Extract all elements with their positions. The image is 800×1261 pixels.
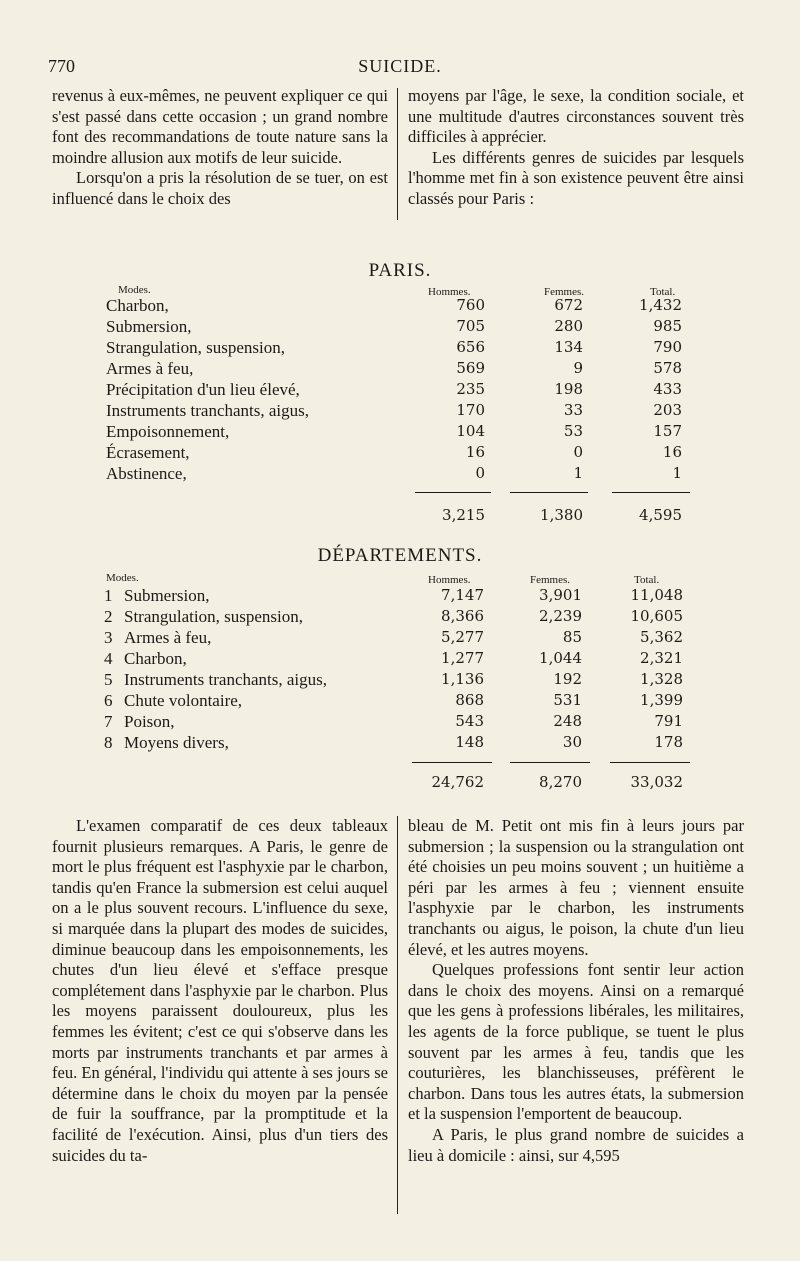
row-hommes: 1,136 (441, 670, 484, 688)
total-hommes: 24,762 (431, 773, 484, 791)
row-index: 8 (104, 733, 113, 752)
paris-rule-femmes (510, 492, 588, 493)
row-mode: Poison, (124, 712, 175, 731)
analysis-left-column (52, 816, 388, 1166)
row-index: 1 (104, 586, 113, 605)
table-row (0, 733, 800, 754)
row-total: 2,321 (640, 649, 683, 667)
row-hommes: 868 (455, 691, 484, 709)
dep-header-total: Total. (634, 574, 660, 586)
paris-totals-row (0, 506, 800, 527)
table-row (0, 464, 800, 485)
dep-header-hommes: Hommes. (428, 574, 471, 586)
table-row (0, 691, 800, 712)
table-row (0, 338, 800, 359)
table-row (0, 296, 800, 317)
row-mode: Armes à feu, (124, 628, 212, 647)
dep-totals-row (0, 773, 800, 794)
row-mode: Strangulation, suspension, (106, 338, 285, 357)
row-mode: Moyens divers, (124, 733, 229, 752)
row-mode: Abstinence, (106, 464, 187, 483)
row-mode: Strangulation, suspension, (124, 607, 303, 626)
dep-rule-hommes (412, 762, 492, 763)
row-total: 1,399 (640, 691, 683, 709)
row-hommes: 16 (465, 443, 485, 461)
total-total: 33,032 (630, 773, 683, 791)
row-femmes: 192 (553, 670, 582, 688)
row-mode: Submersion, (124, 586, 210, 605)
paris-table-title: PARIS. (368, 260, 432, 281)
row-hommes: 104 (456, 422, 485, 440)
row-femmes: 1,044 (539, 649, 582, 667)
row-femmes: 53 (563, 422, 583, 440)
page-header (48, 56, 752, 82)
row-index: 2 (104, 607, 113, 626)
row-mode: Chute volontaire, (124, 691, 243, 710)
row-femmes: 85 (562, 628, 582, 646)
table-row (0, 670, 800, 691)
analysis-right-paragraph-1: bleau de M. Petit ont mis fin à leurs jours par submersion ; la suspension ou la strangulation ont été choisies un peu moins souvent ; un huitième a péri par les armes à feu ; viennent ensuite l'asphyxie par le charbon, les instruments tranchants ou aigus, le poison, la chute d'un lieu élevé, et les autres moyens. (408, 816, 744, 959)
row-total: 790 (653, 338, 682, 356)
table-row (0, 712, 800, 733)
row-index: 4 (104, 649, 113, 668)
row-index: 3 (104, 628, 113, 647)
table-row (0, 649, 800, 670)
row-mode: Instruments tranchants, aigus, (106, 401, 310, 420)
row-total: 178 (654, 733, 683, 751)
paris-header-total: Total. (650, 286, 676, 298)
running-title: SUICIDE. (358, 56, 442, 76)
row-total: 985 (653, 317, 682, 335)
row-mode: Instruments tranchants, aigus, (124, 670, 328, 689)
row-index: 7 (104, 712, 113, 731)
intro-left-paragraph-1: revenus à eux-mêmes, ne peuvent expliquer ce qui s'est passé dans cette occasion ; un grand nombre font des recommandations de toute nature sans la moindre allusion aux motifs de leur suicide. (52, 86, 388, 167)
row-mode: Empoisonnement, (106, 422, 230, 441)
paris-header-hommes: Hommes. (428, 286, 471, 298)
table-row (0, 422, 800, 443)
total-femmes: 1,380 (540, 506, 583, 524)
row-femmes: 672 (554, 296, 583, 314)
departements-table-title: DÉPARTEMENTS. (317, 545, 483, 566)
row-total: 10,605 (630, 607, 683, 625)
row-femmes: 30 (562, 733, 582, 751)
dep-rule-total (610, 762, 690, 763)
table-row (0, 443, 800, 464)
intro-right-column (408, 86, 744, 210)
paris-rule-hommes (415, 492, 491, 493)
table-row (0, 359, 800, 380)
row-mode: Charbon, (124, 649, 187, 668)
row-femmes: 0 (573, 443, 583, 461)
row-femmes: 9 (573, 359, 583, 377)
row-femmes: 280 (554, 317, 583, 335)
intro-left-paragraph-2: Lorsqu'on a pris la résolution de se tuer, on est influencé dans le choix des (52, 168, 388, 208)
column-divider-top (397, 88, 398, 220)
row-hommes: 235 (456, 380, 485, 398)
dep-header-femmes: Femmes. (530, 574, 571, 586)
row-hommes: 7,147 (441, 586, 484, 604)
row-hommes: 148 (455, 733, 484, 751)
table-row (0, 586, 800, 607)
row-total: 203 (653, 401, 682, 419)
analysis-right-paragraph-3: A Paris, le plus grand nombre de suicides a lieu à domicile : ainsi, sur 4,595 (408, 1124, 744, 1165)
dep-rule-femmes (510, 762, 590, 763)
table-row (0, 628, 800, 649)
row-mode: Armes à feu, (106, 359, 194, 378)
table-row (0, 401, 800, 422)
analysis-right-paragraph-2: Quelques professions font sentir leur action dans le choix des moyens. Ainsi on a remarqué que les gens à professions libérales, les militaires, les agents de la force publique, se tuent le plus souvent par les armes à feu, tandis que les couturières, les blanchisseuses, préfèrent le charbon. Dans tous les autres états, la submersion et la suspension l'emportent de beaucoup. (408, 960, 744, 1124)
row-total: 157 (653, 422, 682, 440)
table-row (0, 317, 800, 338)
row-mode: Précipitation d'un lieu élevé, (106, 380, 300, 399)
row-femmes: 248 (553, 712, 582, 730)
dep-header-modes: Modes. (106, 572, 139, 584)
row-total: 1 (672, 464, 682, 482)
row-hommes: 705 (456, 317, 485, 335)
page-number: 770 (48, 56, 75, 76)
analysis-right-column (408, 816, 744, 1166)
row-index: 5 (104, 670, 113, 689)
row-femmes: 1 (573, 464, 583, 482)
row-femmes: 3,901 (539, 586, 582, 604)
row-mode: Charbon, (106, 296, 169, 315)
row-total: 1,328 (640, 670, 683, 688)
paris-header-femmes: Femmes. (544, 286, 585, 298)
row-femmes: 531 (553, 691, 582, 709)
intro-left-column (52, 86, 388, 210)
total-femmes: 8,270 (539, 773, 582, 791)
row-total: 16 (662, 443, 682, 461)
row-hommes: 543 (455, 712, 484, 730)
total-hommes: 3,215 (442, 506, 485, 524)
row-hommes: 8,366 (441, 607, 484, 625)
row-total: 11,048 (630, 586, 683, 604)
row-hommes: 0 (475, 464, 485, 482)
table-row (0, 607, 800, 628)
table-row (0, 380, 800, 401)
row-total: 791 (654, 712, 683, 730)
row-mode: Écrasement, (106, 443, 190, 462)
row-femmes: 2,239 (539, 607, 582, 625)
paris-rule-total (612, 492, 690, 493)
intro-right-paragraph-2: Les différents genres de suicides par lesquels l'homme met fin à son existence peuvent être ainsi classés pour Paris : (408, 147, 744, 208)
row-total: 433 (653, 380, 682, 398)
row-femmes: 134 (554, 338, 583, 356)
row-total: 578 (653, 359, 682, 377)
row-hommes: 656 (456, 338, 485, 356)
row-total: 1,432 (639, 296, 682, 314)
intro-right-paragraph-1: moyens par l'âge, le sexe, la condition sociale, et une multitude d'autres circonstances souvent très difficiles à apprécier. (408, 86, 744, 147)
row-index: 6 (104, 691, 113, 710)
analysis-left-paragraph-1: L'examen comparatif de ces deux tableaux fournit plusieurs remarques. A Paris, le genre de mort le plus fréquent est l'asphyxie par le charbon, tandis qu'en France la submersion est celui auquel on a le plus souvent recours. L'influence du sexe, si marquée dans la plupart des modes de suicides, diminue beaucoup dans les empoisonnements, les chutes d'un lieu élevé et s'efface presque complétement dans l'asphyxie par le charbon. Plus les moyens paraissent douloureux, plus les femmes les évitent; c'est ce qui s'observe dans les morts par instruments tranchants et par armes à feu. En général, l'individu qui attente à ses jours se détermine dans le choix du moyen par la pensée de fuir la souffrance, par la promptitude et la facilité de l'exécution. Ainsi, plus d'un tiers des suicides du ta- (52, 816, 388, 1165)
row-hommes: 569 (456, 359, 485, 377)
row-hommes: 1,277 (441, 649, 484, 667)
total-total: 4,595 (639, 506, 682, 524)
row-total: 5,362 (640, 628, 683, 646)
column-divider-bottom (397, 816, 398, 1214)
row-femmes: 198 (554, 380, 583, 398)
row-hommes: 170 (456, 401, 485, 419)
paris-header-modes: Modes. (118, 284, 151, 296)
row-femmes: 33 (563, 401, 583, 419)
row-hommes: 5,277 (441, 628, 484, 646)
row-mode: Submersion, (106, 317, 192, 336)
row-hommes: 760 (456, 296, 485, 314)
